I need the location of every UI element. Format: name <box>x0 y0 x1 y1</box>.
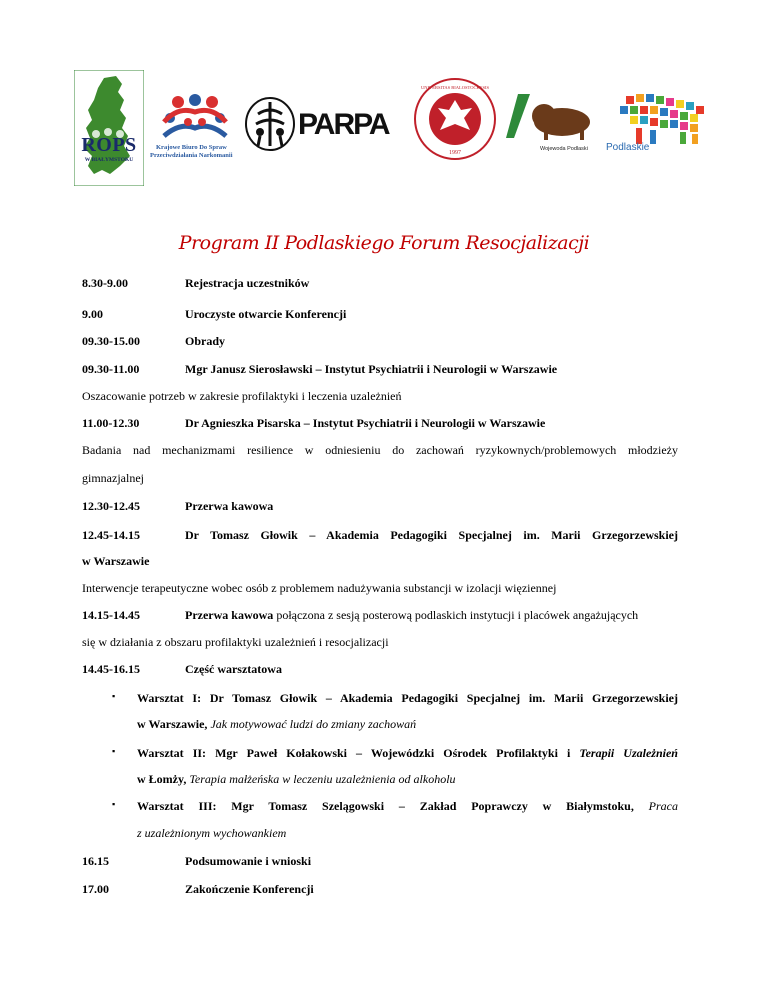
rops-title: ROPS <box>81 134 137 156</box>
podlaskie-logo <box>606 88 712 172</box>
schedule-event: Przerwa kawowa połączona z sesją posterową podlaskich instytucji i placówek angażujących <box>185 608 639 622</box>
bison-icon <box>500 88 600 144</box>
parpa-logo <box>244 96 409 152</box>
bullet-icon: ▪ <box>112 799 116 809</box>
schedule-time: 12.45-14.15 <box>82 528 140 542</box>
schedule-time: 16.15 <box>82 854 109 868</box>
schedule-time: 9.00 <box>82 307 103 321</box>
schedule-event: Podsumowanie i wnioski <box>185 854 312 868</box>
rops-logo <box>74 70 144 186</box>
krajowe-biuro-line1: Krajowe Biuro Do Spraw <box>156 144 227 151</box>
schedule-event: Dr Tomasz Głowik – Akademia Pedagogiki Specjalnej im. Marii Grzegorzewskiej <box>185 528 678 542</box>
people-figures-icon <box>150 92 240 140</box>
schedule-time: 14.45-16.15 <box>82 662 140 676</box>
bullet-icon: ▪ <box>112 746 116 756</box>
schedule-time: 09.30-11.00 <box>82 362 140 376</box>
schedule-event: Część warsztatowa <box>185 662 282 676</box>
university-seal <box>414 78 496 160</box>
krajowe-biuro-logo <box>150 92 240 172</box>
schedule-event: Dr Agnieszka Pisarska – Instytut Psychiatrii i Neurologii w Warszawie <box>185 416 546 430</box>
schedule-event: Zakończenie Konferencji <box>185 882 314 896</box>
schedule-time: 8.30-9.00 <box>82 276 128 290</box>
parpa-wordmark: PARPA <box>298 108 389 141</box>
schedule-time: 14.15-14.45 <box>82 608 140 622</box>
schedule-time: 17.00 <box>82 882 109 896</box>
schedule-time: 12.30-12.45 <box>82 499 140 513</box>
logo-strip <box>72 70 712 190</box>
schedule-event: Przerwa kawowa <box>185 499 274 513</box>
schedule-event: Uroczyste otwarcie Konferencji <box>185 307 347 321</box>
page-title: Program II Podlaskiego Forum Resocjalizacji <box>178 232 590 254</box>
podlaskie-caption: Podlaskie <box>606 142 650 153</box>
schedule-event: Rejestracja uczestników <box>185 276 310 290</box>
bullet-icon: ▪ <box>112 691 116 701</box>
krajowe-biuro-line2: Przeciwdziałania Narkomanii <box>150 152 233 159</box>
podlaskie-map-icon <box>74 70 144 186</box>
tree-figures-icon <box>246 98 294 150</box>
wojewoda-caption: Wojewoda Podlaski <box>540 146 588 152</box>
wojewoda-logo <box>500 88 600 158</box>
schedule-time: 09.30-15.00 <box>82 334 140 348</box>
rops-subtitle: W BIAŁYMSTOKU <box>84 157 134 163</box>
university-year: 1997 <box>449 150 461 156</box>
schedule-event: Obrady <box>185 334 226 348</box>
schedule-event: Mgr Janusz Sierosławski – Instytut Psychiatrii i Neurologii w Warszawie <box>185 362 558 376</box>
schedule-time: 11.00-12.30 <box>82 416 140 430</box>
university-ring-text: UNIVERSITAS BIALOSTOCENSIS <box>421 85 489 90</box>
